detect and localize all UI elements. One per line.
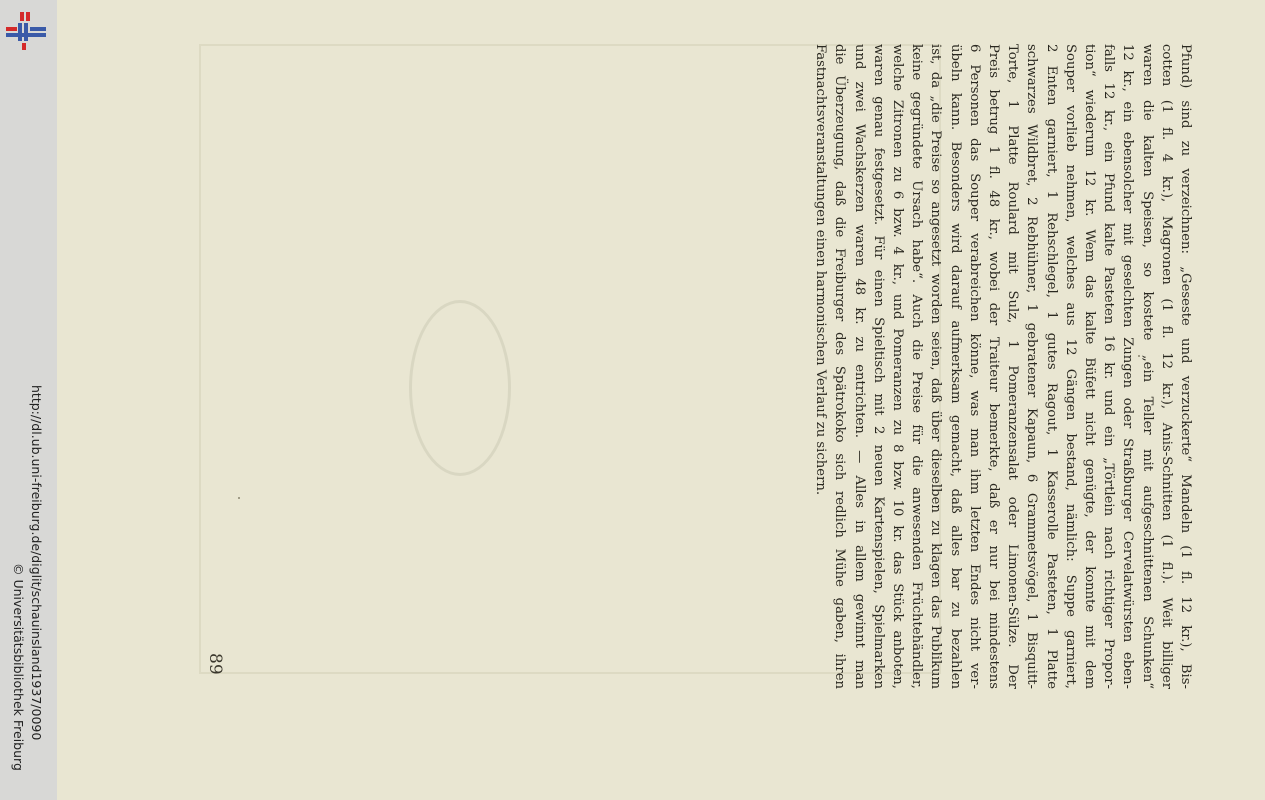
text-line: Torte, 1 Platte Roulard mit Sulz, 1 Pomeranzensalat oder Limonen-Sülze. Der xyxy=(1005,44,1021,689)
text-line: cotten (1 fl. 4 kr.), Magronen (1 fl. 12 kr.), Anis-Schnitten (1 fl.). Weit billiger xyxy=(1158,44,1174,689)
copyright-notice: © Universitätsbibliothek Freiburg xyxy=(11,563,26,771)
source-url[interactable]: http://dl.ub.uni-freiburg.de/diglit/schauinsland1937/0090 xyxy=(29,385,44,741)
text-line: keine gegründete Ursach habe“. Auch die Preise für die anwesenden Früchtehändler, xyxy=(909,44,925,689)
text-line: Preis betrug 1 fl. 48 kr., wobei der Traiteur bemerkte, daß er nur bei mindestens xyxy=(985,44,1001,689)
text-line: Souper vorlieb nehmen, welches aus 12 Gängen bestand, nämlich: Suppe garniert, xyxy=(1062,44,1078,689)
text-line: Fastnachtsveranstaltungen einen harmonischen Verlauf zu sichern. xyxy=(813,44,829,496)
university-library-logo-icon xyxy=(4,12,48,52)
paper-speck xyxy=(238,497,240,499)
text-line: 12 kr., ein ebensolcher mit geselchten Zungen oder Straßburger Cervelatwürsten eben- xyxy=(1120,44,1136,689)
text-line: welche Zitronen zu 6 bzw. 4 kr., und Pomeranzen zu 8 bzw. 10 kr. das Stück anboten, xyxy=(889,44,905,689)
text-line: 6 Personen das Souper verabreichen könne, was man ihm letzten Endes nicht ver- xyxy=(966,44,982,689)
text-line: waren genau festgesetzt. Für einen Spieltisch mit 2 neuen Kartenspielen, Spielmarken xyxy=(870,44,886,689)
viewer-sidebar xyxy=(0,0,57,800)
text-line: und zwei Wachskerzen waren 48 kr. zu entrichten. — Alles in allem gewinnt man xyxy=(851,44,867,689)
text-line: 2 Enten garniert, 1 Rehschlegel, 1 gutes Ragout, 1 Kasserolle Pasteten, 1 Platte xyxy=(1043,44,1059,689)
text-line: schwarzes Wildbret, 2 Rebhühner, 1 gebratener Kapaun, 6 Grammetsvögel, 1 Bisquitt- xyxy=(1024,44,1040,689)
text-line: Pfund) sind zu verzeichnen: „Geseste und verzuckerte“ Mandeln (1 fl. 12 kr.), Bis- xyxy=(1178,44,1193,689)
text-line: ist, da „die Preise so angesetzt worden seien, daß über dieselben zu klagen das Publikum xyxy=(928,44,944,689)
text-line: falls 12 kr., ein Pfund kalte Pasteten 16 kr. und ein „Törtlein nach richtiger Propor- xyxy=(1101,44,1117,689)
scanned-page xyxy=(57,0,1265,800)
text-line: waren die kalten Speisen, so kostete „ein Teller mit aufgeschnittenen Schunken“ xyxy=(1139,44,1155,689)
text-line: tion“ wiederum 12 kr. Wem das kalte Büfett nicht genügte, der konnte mit dem xyxy=(1081,44,1097,689)
text-line: die Überzeugung, daß die Freiburger des Spätrokoko sich redlich Mühe gaben, ihren xyxy=(832,44,848,689)
text-line: übeln kann. Besonders wird darauf aufmerksam gemacht, daß alles bar zu bezahlen xyxy=(947,44,963,689)
page-number: 89 xyxy=(205,653,225,675)
library-stamp-ghost xyxy=(409,300,511,476)
body-text xyxy=(811,44,1195,689)
